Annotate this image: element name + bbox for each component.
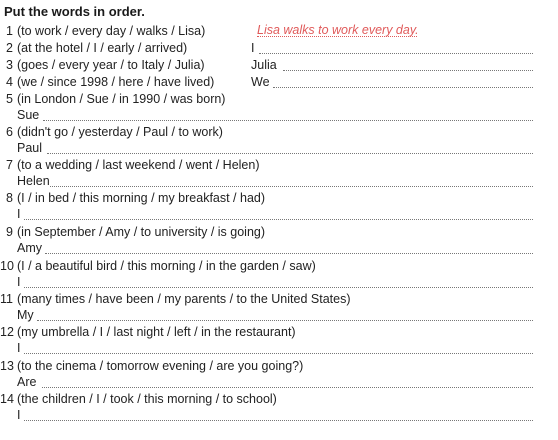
item-prompt: (in September / Amy / to university / is going) [17,225,266,239]
answer-line-13[interactable] [17,374,533,390]
dotted-line [42,387,533,388]
answer-line-2[interactable] [251,40,533,56]
item-number: 1 [6,24,13,38]
answer-start: We [251,75,270,89]
answer-line-3[interactable] [251,57,533,73]
dotted-line [24,287,533,288]
answer-start: Are [17,375,37,389]
item-prompt: (the children / I / took / this morning / to school) [17,392,277,406]
item-number: 14 [0,392,14,406]
answer-start: I [251,41,255,55]
answer-line-5[interactable] [17,107,533,123]
item-number: 9 [6,225,13,239]
item-number: 2 [6,41,13,55]
item-prompt: (in London / Sue / in 1990 / was born) [17,92,226,106]
item-prompt: (didn't go / yesterday / Paul / to work) [17,125,223,139]
item-number: 10 [0,259,14,273]
answer-start: I [17,275,21,289]
answer-line-10[interactable] [17,274,533,290]
item-prompt: (I / in bed / this morning / my breakfast / had) [17,191,266,205]
dotted-line [37,320,533,321]
dotted-line [24,353,533,354]
item-prompt: (my umbrella / I / last night / left / in the restaurant) [17,325,296,339]
item-prompt: (to work / every day / walks / Lisa) [17,24,206,38]
example-answer: Lisa walks to work every day. [257,23,419,37]
item-prompt: (we / since 1998 / here / have lived) [17,75,215,89]
answer-start: My [17,308,34,322]
answer-start: I [17,341,21,355]
dotted-line [24,420,533,421]
item-number: 4 [6,75,13,89]
item-prompt: (many times / have been / my parents / to the United States) [17,292,351,306]
example-answer-line [257,36,417,37]
item-prompt: (I / a beautiful bird / this morning / in the garden / saw) [17,259,316,273]
item-number: 13 [0,359,14,373]
item-number: 11 [0,292,13,306]
dotted-line [50,186,533,187]
item-number: 5 [6,92,13,106]
answer-line-11[interactable] [17,307,533,323]
answer-line-12[interactable] [17,340,533,356]
dotted-line [43,120,533,121]
item-prompt: (to a wedding / last weekend / went / Helen) [17,158,260,172]
dotted-line [273,87,533,88]
answer-start: Helen [17,174,50,188]
answer-start: Paul [17,141,43,155]
answer-line-4[interactable] [251,74,533,90]
answer-start: Amy [17,241,42,255]
item-number: 8 [6,191,13,205]
item-number: 3 [6,58,13,72]
item-prompt: (to the cinema / tomorrow evening / are you going?) [17,359,304,373]
answer-line-8[interactable] [17,206,533,222]
answer-line-9[interactable] [17,240,533,256]
dotted-line [259,53,533,54]
answer-line-14[interactable] [17,407,533,423]
dotted-line [283,70,533,71]
item-prompt: (at the hotel / I / early / arrived) [17,41,188,55]
answer-line-6[interactable] [17,140,533,156]
dotted-line [45,253,533,254]
answer-start: Sue [17,108,40,122]
answer-start: I [17,408,21,422]
item-prompt: (goes / every year / to Italy / Julia) [17,58,205,72]
item-number: 6 [6,125,13,139]
item-number: 12 [0,325,14,339]
answer-start: I [17,207,21,221]
item-number: 7 [6,158,13,172]
answer-start: Julia [251,58,277,72]
answer-line-7[interactable] [17,173,533,189]
dotted-line [47,153,533,154]
dotted-line [24,219,533,220]
exercise-title: Put the words in order. [4,4,145,19]
